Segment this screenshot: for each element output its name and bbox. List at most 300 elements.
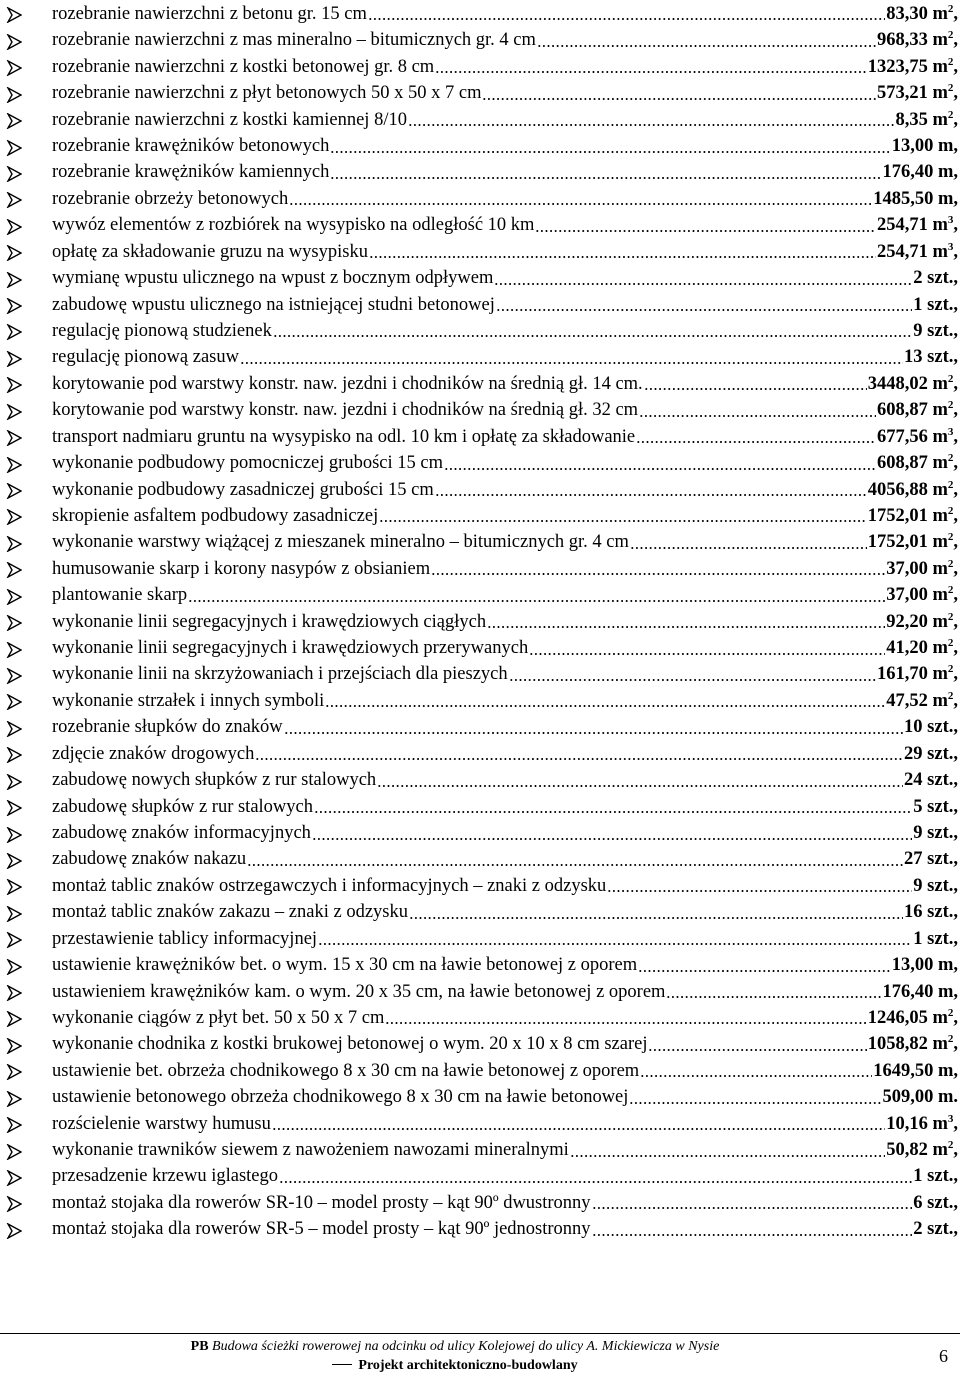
quantity-punctuation: ,: [953, 453, 958, 474]
item-description: rozścielenie warstwy humusu: [52, 1114, 271, 1134]
footer-dash: [332, 1364, 352, 1365]
item-description: rozebranie nawierzchni z płyt betonowych 50 x 50 x 7 cm: [52, 84, 482, 104]
list-item: [0, 873, 960, 899]
item-description: humusowanie skarp i korony nasypów z obsianiem: [52, 559, 431, 579]
item-quantity: [886, 610, 958, 636]
quantity-value: 1 szt.,: [913, 1166, 958, 1187]
list-item: [0, 635, 960, 661]
quantity-punctuation: ,: [953, 690, 958, 711]
dot-leader: [385, 1022, 866, 1024]
quantity-value: 254,71 m: [876, 241, 948, 262]
dot-leader: [629, 1102, 881, 1104]
arrowhead-bullet-icon: [6, 1064, 22, 1080]
dot-leader: [648, 1049, 866, 1051]
quantity-punctuation: ,: [953, 56, 958, 77]
arrowhead-bullet-icon: [6, 404, 22, 420]
arrowhead-bullet-icon: [6, 959, 22, 975]
quantity-value: 161,70 m: [876, 664, 948, 685]
item-quantity: [882, 1088, 958, 1111]
unit-exponent: 3: [947, 240, 954, 253]
item-quantity: [877, 665, 958, 688]
footer-divider: [0, 1333, 960, 1334]
arrowhead-bullet-icon: [6, 87, 22, 103]
arrowhead-bullet-icon: [6, 113, 22, 129]
dot-leader: [435, 494, 867, 496]
unit-exponent: 2: [947, 1139, 954, 1152]
quantity-value: 1058,82 m: [867, 1034, 948, 1055]
arrowhead-bullet-icon: [6, 140, 22, 156]
list-item: [0, 1137, 960, 1163]
item-quantity: [904, 850, 958, 873]
unit-exponent: 2: [947, 478, 954, 491]
dot-leader: [639, 415, 876, 417]
dot-leader: [509, 679, 876, 681]
arrowhead-bullet-icon: [6, 509, 22, 525]
arrowhead-bullet-icon: [6, 1117, 22, 1133]
quantity-value: 5 szt.,: [913, 796, 958, 817]
quantity-value: 608,87 m: [876, 400, 948, 421]
quantity-value: 50,82 m: [886, 1140, 948, 1161]
item-quantity: [913, 322, 958, 345]
quantity-value: 13,00 m,: [891, 136, 958, 157]
item-description: ustawienie krawężników bet. o wym. 15 x 30 cm na ławie betonowej z oporem: [52, 956, 638, 976]
item-description: montaż stojaka dla rowerów SR-5 – model prosty – kąt 90º jednostronny: [52, 1220, 591, 1240]
arrowhead-bullet-icon: [6, 1038, 22, 1054]
quantity-value: 41,20 m: [886, 638, 948, 659]
item-quantity: [867, 55, 958, 81]
item-description: regulację pionową studzienek: [52, 321, 272, 341]
footer-prefix: PB: [190, 1339, 209, 1354]
item-description: opłatę za składowanie gruzu na wysypisku: [52, 242, 368, 262]
list-item: [0, 1216, 960, 1242]
item-quantity: [873, 1062, 958, 1085]
arrowhead-bullet-icon: [6, 694, 22, 710]
quantity-punctuation: ,: [953, 558, 958, 579]
item-quantity: [877, 31, 958, 54]
list-item: [0, 741, 960, 767]
arrowhead-bullet-icon: [6, 562, 22, 578]
list-item: [0, 239, 960, 265]
item-quantity: [886, 689, 958, 715]
quantity-value: 9 szt.,: [913, 875, 958, 896]
item-description: wykonanie linii segregacyjnych i krawędziowych przerywanych: [52, 639, 529, 659]
quantity-punctuation: ,: [953, 426, 958, 447]
arrowhead-bullet-icon: [6, 166, 22, 182]
item-description: rozebranie krawężników betonowych: [52, 137, 330, 157]
item-quantity: [904, 771, 958, 794]
list-item: [0, 265, 960, 291]
quantity-value: 968,33 m: [876, 30, 948, 51]
quantity-value: 1752,01 m: [867, 505, 948, 526]
list-item: [0, 397, 960, 423]
arrowhead-bullet-icon: [6, 377, 22, 393]
quantity-value: 3448,02 m: [867, 373, 948, 394]
unit-exponent: 2: [947, 1033, 954, 1046]
item-description: montaż stojaka dla rowerów SR-10 – model prosty – kąt 90º dwustronny: [52, 1193, 591, 1213]
list-item: [0, 529, 960, 555]
quantity-value: 176,40 m,: [882, 981, 958, 1002]
item-description: zabudowę znaków nakazu: [52, 850, 247, 870]
unit-exponent: 2: [947, 584, 954, 597]
quantity-punctuation: ,: [953, 373, 958, 394]
dot-leader: [640, 1075, 872, 1077]
arrowhead-bullet-icon: [6, 747, 22, 763]
arrowhead-bullet-icon: [6, 298, 22, 314]
item-description: wykonanie strzałek i innych symboli: [52, 691, 325, 711]
arrowhead-bullet-icon: [6, 1011, 22, 1027]
dot-leader: [630, 547, 867, 549]
quantity-value: 13 szt.,: [904, 347, 958, 368]
list-item: [0, 556, 960, 582]
quantity-value: 677,56 m: [876, 426, 948, 447]
dot-leader: [592, 1207, 913, 1209]
dot-leader: [188, 600, 885, 602]
quantity-value: 10 szt.,: [904, 717, 958, 738]
quantity-punctuation: ,: [953, 30, 958, 51]
item-description: rozebranie obrzeży betonowych: [52, 189, 289, 209]
item-quantity: [886, 1141, 958, 1164]
list-item: [0, 1005, 960, 1031]
unit-exponent: 2: [947, 2, 954, 15]
dot-leader: [330, 151, 890, 153]
dot-leader: [636, 441, 876, 443]
item-quantity: [876, 425, 958, 451]
arrowhead-bullet-icon: [6, 985, 22, 1001]
unit-exponent: 2: [947, 452, 954, 465]
dot-leader: [272, 1128, 885, 1130]
quantity-punctuation: ,: [953, 241, 958, 262]
quantity-value: 27 szt.,: [904, 849, 958, 870]
item-description: ustawieniem krawężników kam. o wym. 20 x 35 cm, na ławie betonowej z oporem: [52, 982, 666, 1002]
item-quantity: [913, 877, 958, 900]
footer-subtitle: Projekt architektoniczno-budowlany: [358, 1358, 578, 1373]
quantity-value: 176,40 m,: [882, 162, 958, 183]
dot-leader: [312, 838, 912, 840]
item-description: wykonanie podbudowy zasadniczej grubości 15 cm: [52, 480, 434, 500]
item-quantity: [904, 903, 958, 926]
arrowhead-bullet-icon: [6, 7, 22, 23]
list-item: [0, 477, 960, 503]
footer-subtitle-line: [0, 1356, 910, 1375]
arrowhead-bullet-icon: [6, 483, 22, 499]
quantity-value: 1485,50 m,: [873, 188, 958, 209]
quantity-punctuation: ,: [953, 585, 958, 606]
dot-leader: [535, 230, 876, 232]
dot-leader: [570, 1155, 885, 1157]
item-quantity: [868, 533, 958, 556]
item-description: ustawienie betonowego obrzeża chodnikowego 8 x 30 cm na ławie betonowej: [52, 1088, 629, 1108]
item-description: plantowanie skarp: [52, 586, 188, 606]
item-description: zdjęcie znaków drogowych: [52, 744, 255, 764]
quantity-punctuation: ,: [953, 1140, 958, 1161]
item-quantity: [886, 1112, 958, 1138]
item-quantity: [876, 240, 958, 266]
item-description: korytowanie pod warstwy konstr. naw. jezdni i chodników na średnią gł. 14 cm.: [52, 374, 643, 394]
item-description: przestawienie tablicy informacyjnej: [52, 929, 318, 949]
unit-exponent: 3: [947, 425, 954, 438]
dot-leader: [325, 705, 885, 707]
list-item: [0, 54, 960, 80]
list-item: [0, 952, 960, 978]
unit-exponent: 2: [947, 1006, 954, 1019]
list-item: [0, 1111, 960, 1137]
unit-exponent: 2: [947, 663, 954, 676]
list-item: [0, 1031, 960, 1057]
item-quantity: [913, 1194, 958, 1217]
arrowhead-bullet-icon: [6, 60, 22, 76]
list-item: [0, 27, 960, 53]
quantity-value: 13,00 m,: [891, 955, 958, 976]
list-item: [0, 503, 960, 529]
dot-leader: [592, 1234, 913, 1236]
list-item: [0, 371, 960, 397]
list-item: [0, 292, 960, 318]
list-item: [0, 450, 960, 476]
item-quantity: [868, 1035, 958, 1058]
quantity-punctuation: ,: [953, 1113, 958, 1134]
dot-leader: [409, 917, 903, 919]
item-quantity: [877, 401, 958, 424]
quantity-value: 92,20 m: [886, 611, 948, 632]
quantity-punctuation: ,: [953, 532, 958, 553]
quantity-value: 37,00 m: [886, 558, 948, 579]
quantity-value: 1246,05 m: [867, 1007, 948, 1028]
dot-leader: [435, 71, 867, 73]
arrowhead-bullet-icon: [6, 642, 22, 658]
quantity-value: 509,00 m.: [882, 1087, 958, 1108]
arrowhead-bullet-icon: [6, 536, 22, 552]
item-quantity: [886, 639, 958, 662]
unit-exponent: 2: [947, 372, 954, 385]
arrowhead-bullet-icon: [6, 932, 22, 948]
list-item: [0, 820, 960, 846]
item-quantity: [913, 269, 958, 292]
unit-exponent: 2: [947, 610, 954, 623]
item-quantity: [904, 348, 958, 371]
list-item: [0, 212, 960, 238]
quantity-value: 10,16 m: [886, 1113, 948, 1134]
item-quantity: [913, 1220, 958, 1243]
arrowhead-bullet-icon: [6, 1091, 22, 1107]
item-description: rozebranie nawierzchni z betonu gr. 15 cm: [52, 4, 367, 24]
item-description: rozebranie nawierzchni z kostki betonowej gr. 8 cm: [52, 57, 435, 77]
list-item: [0, 133, 960, 159]
quantity-value: 47,52 m: [886, 690, 948, 711]
item-description: zabudowę znaków informacyjnych: [52, 824, 311, 843]
dot-leader: [273, 335, 912, 337]
unit-exponent: 2: [947, 108, 954, 121]
list-item: [0, 107, 960, 133]
item-quantity: [913, 824, 958, 847]
item-description: regulację pionową zasuw: [52, 348, 239, 368]
footer-project-line: [0, 1337, 910, 1356]
dot-leader: [279, 1181, 912, 1183]
item-description: wykonanie podbudowy pomocniczej grubości 15 cm: [52, 454, 443, 474]
quantity-punctuation: ,: [953, 83, 958, 104]
arrowhead-bullet-icon: [6, 800, 22, 816]
item-quantity: [877, 216, 958, 239]
quantity-punctuation: ,: [953, 109, 958, 130]
arrowhead-bullet-icon: [6, 827, 22, 843]
unit-exponent: 2: [947, 55, 954, 68]
dot-leader: [529, 653, 885, 655]
item-description: montaż tablic znaków zakazu – znaki z odzysku: [52, 903, 408, 923]
quantity-value: 9 szt.,: [913, 320, 958, 341]
item-quantity: [913, 1167, 958, 1190]
item-quantity: [895, 108, 958, 134]
dot-leader: [644, 388, 867, 390]
dot-leader: [444, 468, 876, 470]
item-description: rozebranie nawierzchni z mas mineralno – bitumicznych gr. 4 cm: [52, 31, 536, 51]
arrowhead-bullet-icon: [6, 34, 22, 50]
quantity-value: 24 szt.,: [904, 770, 958, 791]
arrowhead-bullet-icon: [6, 1223, 22, 1239]
quantity-value: 83,30 m: [886, 3, 948, 24]
quantity-punctuation: ,: [953, 664, 958, 685]
quantity-value: 37,00 m: [886, 585, 948, 606]
list-item: [0, 979, 960, 1005]
item-description: korytowanie pod warstwy konstr. naw. jezdni i chodników na średnią gł. 32 cm: [52, 401, 639, 421]
arrowhead-bullet-icon: [6, 324, 22, 340]
dot-leader: [431, 573, 885, 575]
arrowhead-bullet-icon: [6, 879, 22, 895]
item-quantity: [913, 296, 958, 319]
page-number: 6: [939, 1346, 948, 1366]
list-item: [0, 582, 960, 608]
quantity-value: 573,21 m: [876, 83, 948, 104]
item-quantity: [873, 190, 958, 213]
quantity-value: 1 szt.,: [913, 294, 958, 315]
item-quantity: [892, 956, 958, 979]
arrowhead-bullet-icon: [6, 589, 22, 605]
quantity-punctuation: ,: [953, 1007, 958, 1028]
item-description: wywóz elementów z rozbiórek na wysypisko na odległość 10 km: [52, 216, 535, 236]
arrowhead-bullet-icon: [6, 192, 22, 208]
quantity-value: 2 szt.,: [913, 1219, 958, 1240]
quantity-punctuation: ,: [953, 215, 958, 236]
item-description: skropienie asfaltem podbudowy zasadniczej: [52, 506, 379, 526]
list-item: [0, 318, 960, 344]
item-quantity: [886, 586, 958, 609]
arrowhead-bullet-icon: [6, 668, 22, 684]
dot-leader: [607, 890, 912, 892]
item-description: montaż tablic znaków ostrzegawczych i informacyjnych – znaki z odzysku: [52, 876, 607, 896]
unit-exponent: 2: [947, 531, 954, 544]
dot-leader: [638, 970, 891, 972]
item-quantity: [904, 718, 958, 741]
quantity-value: 8,35 m: [895, 109, 948, 130]
item-description: zabudowę wpustu ulicznego na istniejącej studni betonowej: [52, 295, 495, 315]
unit-exponent: 3: [947, 214, 954, 227]
quantity-value: 2 szt.,: [913, 268, 958, 289]
quantity-value: 16 szt.,: [904, 902, 958, 923]
item-description: wykonanie linii segregacyjnych i krawędziowych ciągłych: [52, 612, 487, 632]
item-description: rozebranie nawierzchni z kostki kamiennej 8/10: [52, 110, 407, 130]
dot-leader: [369, 256, 876, 258]
list-item: [0, 688, 960, 714]
item-quantity: [867, 372, 958, 398]
item-description: rozebranie krawężników kamiennych: [52, 163, 330, 183]
unit-exponent: 3: [947, 1112, 954, 1125]
unit-exponent: 2: [947, 82, 954, 95]
quantity-value: 9 szt.,: [913, 823, 958, 843]
quantity-value: 608,87 m: [876, 453, 948, 474]
item-description: transport nadmiaru gruntu na wysypisko na odl. 10 km i opłatę za składowanie: [52, 427, 636, 447]
arrowhead-bullet-icon: [6, 430, 22, 446]
quantity-value: 6 szt.,: [913, 1192, 958, 1213]
quantity-punctuation: ,: [953, 505, 958, 526]
arrowhead-bullet-icon: [6, 457, 22, 473]
list-item: [0, 1084, 960, 1110]
quantity-value: 1 szt.,: [913, 928, 958, 949]
item-description: wymianę wpustu ulicznego na wpust z bocznym odpływem: [52, 269, 494, 289]
arrowhead-bullet-icon: [6, 615, 22, 631]
dot-leader: [496, 309, 912, 311]
list-item: [0, 1190, 960, 1216]
item-quantity: [913, 798, 958, 821]
item-description: zabudowę nowych słupków z rur stalowych: [52, 771, 377, 791]
quantity-value: 4056,88 m: [867, 479, 948, 500]
work-items-list: [0, 1, 960, 1243]
list-item: [0, 926, 960, 952]
item-description: wykonanie warstwy wiążącej z mieszanek mineralno – bitumicznych gr. 4 cm: [52, 533, 629, 553]
item-description: wykonanie ciągów z płyt bet. 50 x 50 x 7 cm: [52, 1008, 385, 1028]
item-quantity: [886, 2, 958, 28]
quantity-value: 1752,01 m: [867, 532, 948, 553]
item-quantity: [886, 557, 958, 583]
list-item: [0, 847, 960, 873]
quantity-value: 1649,50 m,: [873, 1060, 958, 1081]
item-quantity: [904, 745, 958, 768]
item-description: ustawienie bet. obrzeża chodnikowego 8 x 30 cm na ławie betonowej z oporem: [52, 1061, 640, 1081]
item-quantity: [913, 930, 958, 953]
page-footer: [0, 1337, 910, 1375]
dot-leader: [314, 811, 912, 813]
item-quantity: [867, 1006, 958, 1032]
dot-leader: [377, 785, 903, 787]
item-quantity: [867, 478, 958, 504]
dot-leader: [289, 203, 872, 205]
arrowhead-bullet-icon: [6, 272, 22, 288]
list-item: [0, 662, 960, 688]
item-description: zabudowę słupków z rur stalowych: [52, 797, 313, 817]
arrowhead-bullet-icon: [6, 906, 22, 922]
item-quantity: [882, 163, 958, 186]
quantity-punctuation: ,: [953, 1034, 958, 1055]
quantity-punctuation: ,: [953, 3, 958, 24]
unit-exponent: 2: [947, 557, 954, 570]
dot-leader: [240, 362, 903, 364]
list-item: [0, 80, 960, 106]
dot-leader: [487, 626, 885, 628]
list-item: [0, 186, 960, 212]
item-quantity: [877, 454, 958, 477]
arrowhead-bullet-icon: [6, 774, 22, 790]
arrowhead-bullet-icon: [6, 1144, 22, 1160]
arrowhead-bullet-icon: [6, 1170, 22, 1186]
dot-leader: [284, 732, 903, 734]
item-description: wykonanie trawników siewem z nawożeniem nawozami mineralnymi: [52, 1141, 569, 1161]
quantity-punctuation: ,: [953, 479, 958, 500]
dot-leader: [537, 45, 876, 47]
list-item: [0, 1164, 960, 1190]
arrowhead-bullet-icon: [6, 853, 22, 869]
list-item: [0, 609, 960, 635]
quantity-punctuation: ,: [953, 611, 958, 632]
footer-project-title: Budowa ścieżki rowerowej na odcinku od ulicy Kolejowej do ulicy A. Mickiewicza w Nysie: [212, 1339, 720, 1354]
item-description: rozebranie słupków do znaków: [52, 718, 283, 738]
list-item: [0, 794, 960, 820]
